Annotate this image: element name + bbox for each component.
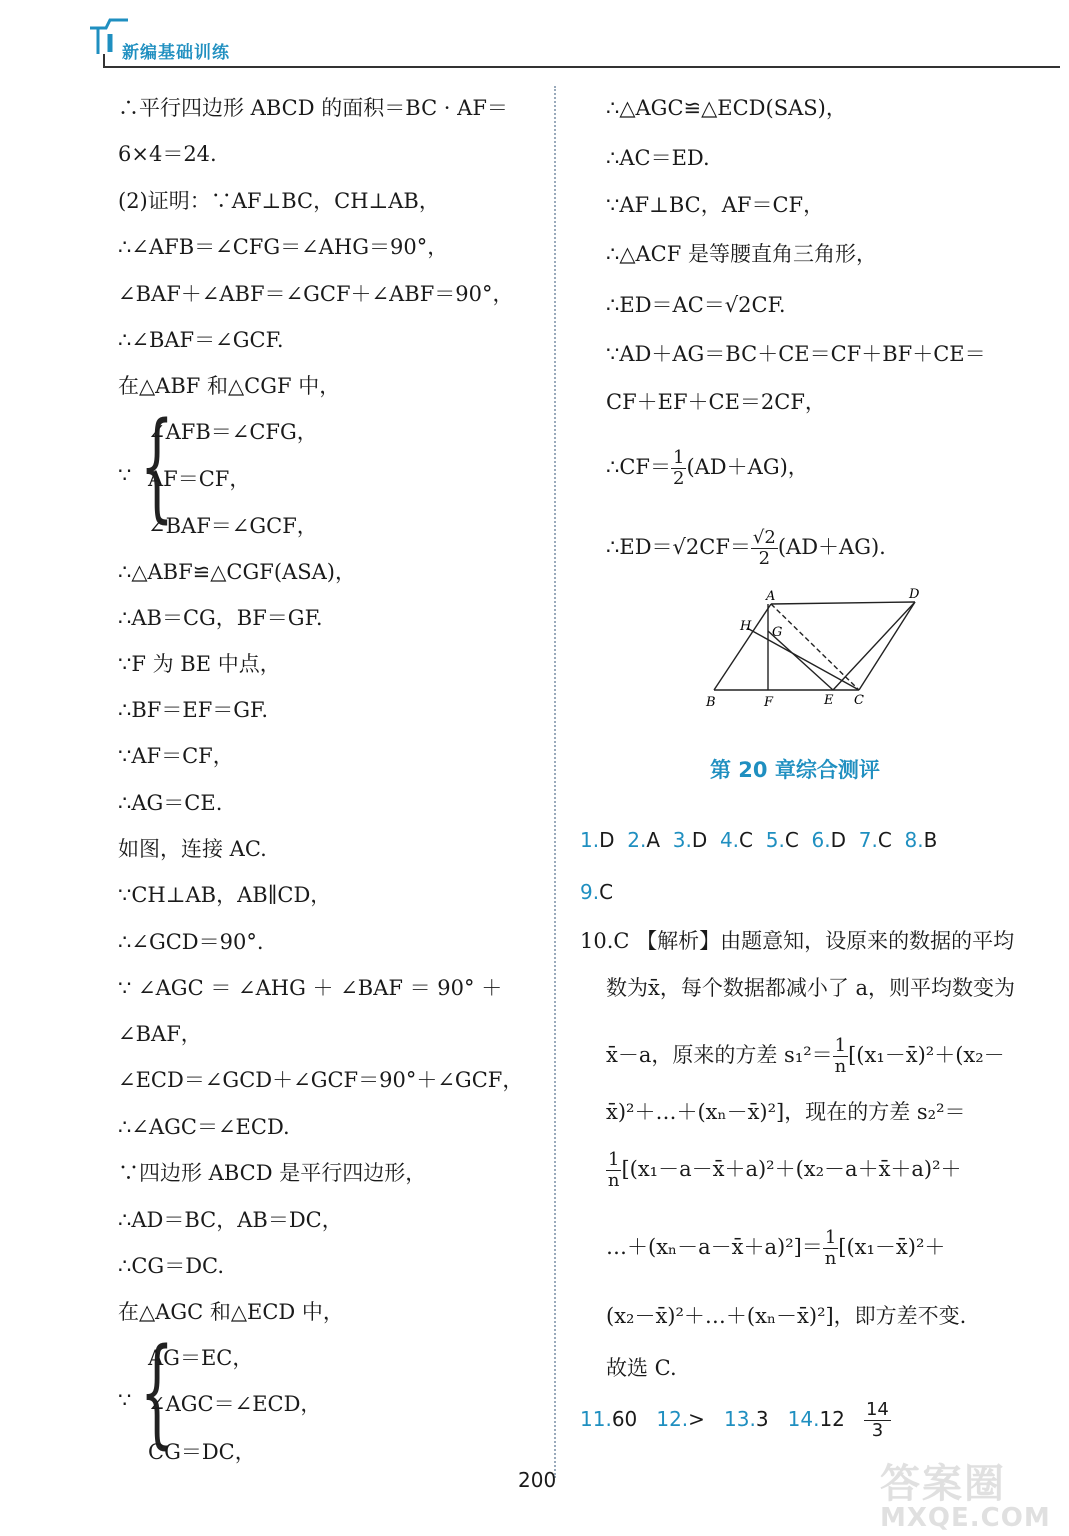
- text-line: 10.C 【解析】由题意知，设原来的数据的平均: [580, 929, 1015, 953]
- brace-symbol: {: [140, 1322, 174, 1460]
- text-segment: [(x₁－a－x̄＋a)²＋(x₂－a＋x̄＋a)²＋: [621, 1156, 962, 1181]
- text-line: ∵AF＝CF，: [118, 744, 234, 768]
- fraction: [864, 1400, 891, 1441]
- parallelogram-figure: [700, 584, 930, 714]
- fraction-numerator: √2: [752, 527, 776, 548]
- text-line: 数为x̄，每个数据都减小了 a，则平均数变为: [606, 976, 1016, 1000]
- text-line: ∴ED＝AC＝√2CF.: [606, 293, 786, 317]
- watermark-url: MXQE.COM: [880, 1503, 1051, 1533]
- fraction-denominator: 2: [758, 547, 771, 569]
- answer-row: [580, 880, 613, 904]
- fraction: [823, 1228, 838, 1269]
- text-line: ∴△ABF≌△CGF(ASA)，: [118, 560, 356, 584]
- formula-line: [606, 1228, 945, 1269]
- text-line: ∴AD＝BC，AB＝DC，: [118, 1208, 343, 1232]
- question-number: 9.: [580, 880, 600, 904]
- fraction-denominator: n: [824, 1247, 837, 1269]
- answer-value: >: [688, 1406, 705, 1431]
- text-line: AG＝EC，: [148, 1346, 254, 1370]
- question-number: 13.: [724, 1406, 756, 1431]
- formula-line: [606, 448, 809, 489]
- text-line: ∵F 为 BE 中点，: [118, 652, 281, 676]
- text-segment: x̄－a，原来的方差 s₁²＝: [606, 1042, 833, 1067]
- text-line: ∴BF＝EF＝GF.: [118, 698, 269, 722]
- text-line: ∠AGC＝∠ECD，: [148, 1392, 322, 1416]
- fraction-denominator: n: [607, 1169, 620, 1191]
- question-number: 7.: [858, 828, 878, 852]
- answer-value: D: [830, 828, 846, 852]
- watermark-text: 答案圈: [880, 1461, 1006, 1507]
- text-line: ∠AFB＝∠CFG，: [148, 420, 318, 444]
- because-symbol: ∵: [118, 1388, 132, 1412]
- answer-value: 12: [819, 1406, 845, 1431]
- answer-value: B: [923, 828, 938, 852]
- watermark: [880, 1452, 1051, 1533]
- text-line: x̄)²＋…＋(xₙ－x̄)²]，现在的方差 s₂²＝: [606, 1100, 966, 1124]
- fraction-numerator: 1: [608, 1149, 620, 1170]
- answer-value: A: [646, 828, 660, 852]
- fraction-denominator: n: [834, 1055, 847, 1077]
- text-line: ∴∠GCD＝90°.: [118, 930, 264, 954]
- text-line: ∵AF⊥BC，AF＝CF，: [606, 193, 825, 217]
- text-line: (2)证明：∵AF⊥BC，CH⊥AB，: [118, 189, 440, 213]
- text-line: ∵四边形 ABCD 是平行四边形，: [118, 1161, 427, 1185]
- fraction: [751, 528, 778, 569]
- point-label: A: [766, 589, 776, 604]
- answer-value: C: [877, 828, 892, 852]
- point-label: B: [706, 695, 716, 710]
- text-line: ∠BAF＝∠GCF，: [148, 514, 318, 538]
- text-line: AF＝CF，: [148, 467, 251, 491]
- text-line: 故选 C.: [606, 1356, 677, 1380]
- question-number: 11.: [580, 1406, 612, 1431]
- question-number: 4.: [719, 828, 740, 852]
- point-label: H: [740, 619, 752, 634]
- page-header: [88, 14, 1060, 74]
- answer-value: 3: [755, 1406, 769, 1431]
- fraction-numerator: 1: [824, 1227, 837, 1248]
- answer-value: C: [739, 828, 753, 852]
- text-line: CF＋EF＋CE＝2CF，: [606, 390, 826, 414]
- formula-line: [606, 1150, 962, 1191]
- text-line: ∴△ACF 是等腰直角三角形，: [606, 242, 877, 266]
- because-symbol: ∵: [118, 463, 132, 487]
- text-line: ∴∠AGC＝∠ECD.: [118, 1115, 290, 1139]
- point-label: E: [824, 693, 834, 708]
- fraction-numerator: 1: [673, 447, 685, 468]
- formula-line: [606, 528, 886, 569]
- answer-value: C: [784, 828, 799, 852]
- text-line: ∴AC＝ED.: [606, 146, 710, 170]
- text-line: 在△ABF 和△CGF 中，: [118, 374, 341, 398]
- question-number: 2.: [627, 828, 647, 852]
- question-number: 14.: [787, 1406, 820, 1431]
- text-segment: (AD＋AG)，: [686, 454, 809, 479]
- text-line: CG＝DC，: [148, 1440, 256, 1464]
- text-line: ∵AD＋AG＝BC＋CE＝CF＋BF＋CE＝: [606, 342, 986, 366]
- text-segment: [(x₁－x̄)²＋: [838, 1234, 946, 1259]
- point-label: C: [854, 693, 864, 708]
- fraction: [671, 448, 686, 489]
- text-line: ∴平行四边形 ABCD 的面积＝BC · AF＝: [118, 96, 508, 120]
- text-line: ∴AG＝CE.: [118, 791, 223, 815]
- text-segment: (AD＋AG).: [777, 534, 886, 559]
- question-number: 3.: [672, 828, 692, 852]
- brace-symbol: {: [140, 396, 174, 534]
- text-line: (x₂－x̄)²＋…＋(xₙ－x̄)²]，即方差不变.: [606, 1304, 967, 1328]
- column-divider: [554, 86, 556, 1478]
- section-title: 第 20 章综合测评: [710, 758, 880, 782]
- text-segment: ∴ED＝√2CF＝: [606, 534, 751, 559]
- text-line: ∴∠AFB＝∠CFG＝∠AHG＝90°，: [118, 235, 449, 259]
- text-line: 6×4＝24.: [118, 142, 217, 166]
- brand-title: 新编基础训练: [122, 43, 230, 63]
- text-line: 在△AGC 和△ECD 中，: [118, 1300, 344, 1324]
- text-segment: …＋(xₙ－a－x̄＋a)²]＝: [606, 1234, 823, 1259]
- text-line: ∠ECD＝∠GCD＋∠GCF＝90°＋∠GCF，: [118, 1068, 524, 1092]
- answer-value: D: [599, 828, 615, 852]
- text-line: ∠BAF，: [118, 1022, 202, 1046]
- text-line: 如图，连接 AC.: [118, 837, 267, 861]
- answer-row: [580, 828, 937, 852]
- text-line: ∴△AGC≌△ECD(SAS)，: [606, 96, 847, 120]
- text-line: ∴CG＝DC.: [118, 1254, 225, 1278]
- fraction-numerator: 1: [834, 1035, 847, 1056]
- text-segment: ∴CF＝: [606, 454, 671, 479]
- point-label: F: [764, 695, 774, 710]
- text-line: ∴AB＝CG，BF＝GF.: [118, 606, 323, 630]
- answer-value: 60: [611, 1406, 638, 1431]
- fraction-numerator: 14: [865, 1399, 889, 1420]
- text-line: ∵CH⊥AB，AB∥CD，: [118, 883, 332, 907]
- text-segment: [(x₁－x̄)²＋(x₂－: [848, 1042, 1005, 1067]
- fraction: [833, 1036, 848, 1077]
- text-line: ∠BAF＋∠ABF＝∠GCF＋∠ABF＝90°，: [118, 282, 514, 306]
- answer-row: [580, 1400, 891, 1441]
- answer-value: D: [691, 828, 708, 852]
- header-rule: [104, 66, 1060, 68]
- text-line: ∴∠BAF＝∠GCF.: [118, 328, 284, 352]
- point-label: G: [772, 625, 783, 640]
- fraction: [606, 1150, 621, 1191]
- page-number: 200: [518, 1468, 557, 1492]
- fraction-denominator: 2: [673, 467, 685, 489]
- fraction-denominator: 3: [871, 1419, 884, 1441]
- question-number: 12.: [656, 1406, 689, 1431]
- question-number: 8.: [904, 828, 924, 852]
- question-number: 1.: [580, 828, 600, 852]
- answer-value: C: [599, 880, 614, 904]
- question-number: 6.: [811, 828, 831, 852]
- question-number: 5.: [765, 828, 785, 852]
- text-line: ∵ ∠AGC ＝ ∠AHG ＋ ∠BAF ＝ 90° ＋: [118, 976, 503, 1000]
- formula-line: [606, 1036, 1005, 1077]
- point-label: D: [909, 587, 920, 602]
